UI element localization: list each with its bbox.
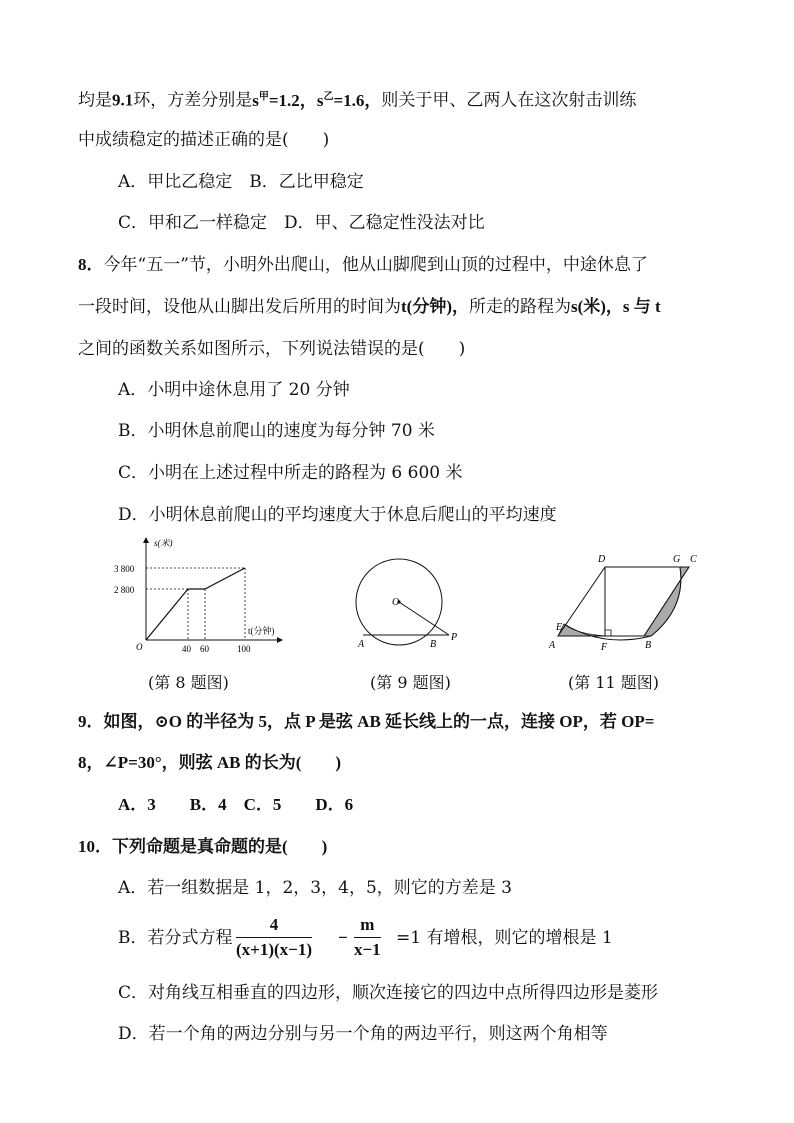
fig8-xtick-60: 60 — [200, 644, 209, 654]
q7-text-d: 则关于甲、乙两人在这次射击训练 — [381, 90, 637, 111]
fig11-arc — [564, 567, 681, 640]
fig9-label-p: P — [451, 632, 458, 643]
fig8-ytick-2800: 2 800 — [114, 585, 135, 595]
q7-line-2: 中成绩稳定的描述正确的是( ) — [78, 130, 330, 150]
fig8-xlabel: t(分钟) — [248, 626, 275, 636]
fig8-ytick-3800: 3 800 — [114, 564, 135, 574]
q10-fraction-2-denominator: x−1 — [354, 940, 381, 959]
fig11-label-d: D — [598, 554, 606, 565]
q8-option-d: D．小明休息前爬山的平均速度大于休息后爬山的平均速度 — [118, 505, 557, 525]
q10-option-a: A．若一组数据是 1，2，3，4，5，则它的方差是 3 — [118, 878, 512, 898]
q7-s-jia: $s^甲=1.2$， — [252, 90, 317, 110]
q7-option-d: D．甲、乙稳定性没法对比 — [284, 213, 485, 233]
q10-fraction-1 — [236, 915, 312, 960]
figure-11-caption: (第 11 题图) — [568, 673, 660, 692]
q8-line-1 — [78, 254, 648, 276]
q9-options: A．3 B．4 C．5 D．6 — [118, 795, 354, 814]
q8-option-c: C．小明在上述过程中所走的路程为 6 600 米 — [118, 463, 463, 483]
q7-option-b: B．乙比甲稳定 — [249, 172, 364, 192]
fig8-origin: O — [136, 642, 143, 652]
q10-option-b-suffix: =1 有增根，则它的增根是 1 — [396, 928, 613, 948]
fig11-label-b: B — [645, 640, 652, 651]
q8-text-2c: 所走的路程为 — [468, 297, 571, 317]
figure-8-caption: (第 8 题图) — [148, 673, 229, 692]
q10-fraction-1-numerator: 4 — [236, 915, 312, 938]
q9-line-1: 9．如图，⊙O 的半径为 5，点 P 是弦 AB 延长线上的一点，连接 OP，若 OP= — [78, 712, 655, 731]
q8-text-2d: s(米)，s 与 t — [570, 297, 661, 316]
q10-option-c: C．对角线互相垂直的四边形，顺次连接它的四边中点所得四边形是菱形 — [118, 983, 659, 1003]
q7-options-cd — [118, 212, 485, 234]
fig11-label-c: C — [690, 554, 697, 565]
fig11-label-a: A — [549, 640, 556, 651]
q7-text-c: 环，方差分别是 — [133, 90, 253, 111]
fig8-xtick-100: 100 — [237, 644, 251, 654]
q10-fraction-2 — [354, 915, 381, 960]
q8-option-a: A．小明中途休息用了 20 分钟 — [118, 380, 350, 400]
fig11-label-f: F — [601, 642, 608, 653]
q7-mean-value: 9.1 — [112, 90, 134, 110]
fig9-label-a: A — [358, 639, 365, 650]
fig11-label-g: G — [673, 554, 681, 565]
q8-line-2 — [78, 296, 661, 318]
fig9-label-b: B — [430, 639, 437, 650]
q9-line-2: 8，∠P=30°，则弦 AB 的长为( ) — [78, 753, 342, 772]
fig11-right-angle — [605, 630, 611, 636]
q7-options-ab — [118, 171, 364, 193]
q7-option-c: C．甲和乙一样稳定 — [118, 213, 268, 233]
q10-fraction-2-numerator: m — [354, 915, 381, 938]
q8-text-2b: t(分钟)， — [401, 297, 469, 316]
q10-option-b-prefix: B．若分式方程 — [118, 928, 233, 948]
q7-s-yi: $s^乙=1.6$， — [316, 90, 382, 110]
q8-option-b: B．小明休息前爬山的速度为每分钟 70 米 — [118, 421, 435, 441]
figure-9-circle — [346, 554, 466, 650]
figure-11-parallelogram — [546, 548, 716, 654]
q8-text-1: 今年“五一”节，小明外出爬山，他从山脚爬到山顶的过程中，中途休息了 — [103, 255, 648, 275]
fig9-label-o: O — [392, 597, 400, 608]
fig8-function-line — [146, 568, 245, 640]
fig8-xtick-40: 40 — [182, 644, 191, 654]
q10-option-d: D．若一个角的两边分别与另一个角的两边平行，则这两个角相等 — [118, 1024, 608, 1044]
q8-line-3: 之间的函数关系如图所示，下列说法错误的是( ) — [78, 339, 466, 359]
fig11-label-e: E — [556, 622, 563, 633]
q7-option-a: A．甲比乙稳定 — [118, 172, 233, 192]
figure-9-caption: (第 9 题图) — [370, 673, 451, 692]
fig8-ylabel: s(米) — [154, 538, 173, 548]
q10-minus-sign: − — [338, 928, 348, 947]
q7-line-1 — [78, 86, 636, 112]
q8-text-2a: 一段时间，设他从山脚出发后所用的时间为 — [78, 297, 401, 317]
figure-8-graph — [106, 532, 296, 660]
q10-line-1: 10．下列命题是真命题的是( ) — [78, 837, 328, 856]
q10-fraction-1-denominator: (x+1)(x−1) — [236, 940, 313, 959]
q7-text-a: 均是 — [78, 90, 112, 111]
q8-number: 8． — [78, 255, 104, 274]
